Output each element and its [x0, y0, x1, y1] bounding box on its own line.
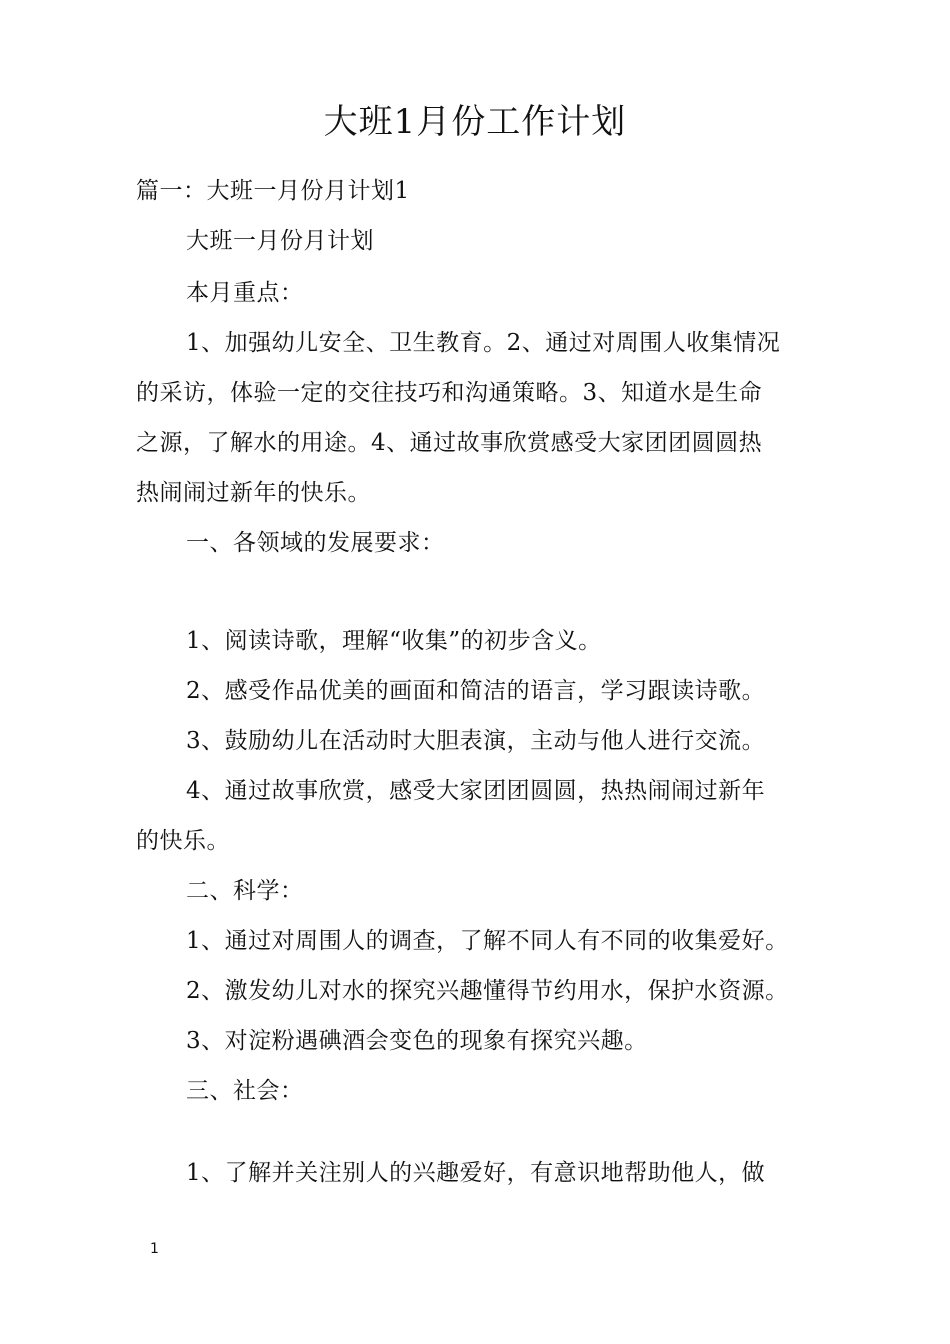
list-item: 1、了解并关注别人的兴趣爱好，有意识地帮助他人，做	[186, 1160, 766, 1186]
page-number: 1	[150, 1241, 159, 1257]
subtitle-line: 大班一月份月计划	[186, 228, 374, 254]
section-heading: 一、各领域的发展要求：	[186, 530, 445, 556]
paragraph-line: 的采访，体验一定的交往技巧和沟通策略。3、知道水是生命	[136, 380, 763, 406]
section-heading: 篇一：大班一月份月计划1	[136, 178, 410, 204]
list-item: 3、对淀粉遇碘酒会变色的现象有探究兴趣。	[186, 1028, 648, 1054]
list-item-continuation: 的快乐。	[136, 828, 230, 854]
paragraph-line: 1、加强幼儿安全、卫生教育。2、通过对周围人收集情况	[186, 330, 781, 356]
section-heading: 二、科学：	[186, 878, 304, 904]
paragraph-line: 本月重点：	[186, 280, 304, 306]
list-item: 1、阅读诗歌，理解“收集”的初步含义。	[186, 628, 602, 654]
section-heading: 三、社会：	[186, 1078, 304, 1104]
list-item: 3、鼓励幼儿在活动时大胆表演，主动与他人进行交流。	[186, 728, 766, 754]
document-title: 大班1月份工作计划	[323, 102, 627, 142]
paragraph-line: 之源，了解水的用途。4、通过故事欣赏感受大家团团圆圆热	[136, 430, 763, 456]
list-item: 2、激发幼儿对水的探究兴趣懂得节约用水，保护水资源。	[186, 978, 789, 1004]
list-item: 4、通过故事欣赏，感受大家团团圆圆，热热闹闹过新年	[186, 778, 766, 804]
paragraph-line: 热闹闹过新年的快乐。	[136, 480, 371, 506]
list-item: 2、感受作品优美的画面和简洁的语言，学习跟读诗歌。	[186, 678, 766, 704]
list-item: 1、通过对周围人的调查，了解不同人有不同的收集爱好。	[186, 928, 789, 954]
